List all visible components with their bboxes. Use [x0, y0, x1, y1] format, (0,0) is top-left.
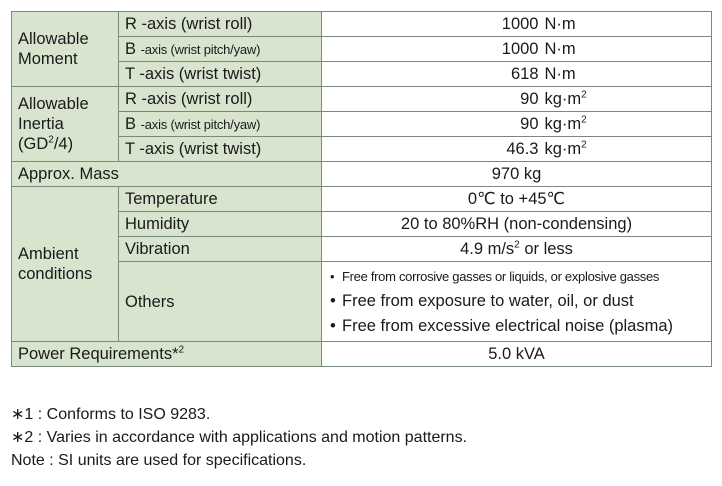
- specification-table: [11, 11, 712, 367]
- humidity-value: 20 to 80%RH (non-condensing): [322, 212, 712, 237]
- power-requirements-label: [12, 342, 322, 367]
- axis-description: -axis (wrist twist): [139, 140, 262, 158]
- others-value: [322, 262, 712, 342]
- superscript: 2: [581, 89, 587, 101]
- axis-letter: R: [125, 90, 137, 108]
- table-row: [12, 12, 712, 37]
- table-row: [12, 162, 712, 187]
- ambient-conditions-label: [12, 187, 119, 342]
- value-unit: [539, 114, 615, 134]
- axis-description: -axis (wrist pitch/yaw): [140, 116, 261, 132]
- group-label-line: conditions: [18, 265, 93, 283]
- others-label: Others: [119, 262, 322, 342]
- group-label-line: Allowable: [18, 30, 89, 48]
- inertia-t-axis-value: [322, 137, 712, 162]
- value-unit: N·m: [544, 40, 576, 58]
- footnotes: [11, 403, 467, 472]
- label-text: Power Requirements*: [18, 345, 179, 363]
- group-label-line: Ambient: [18, 245, 79, 263]
- note-si-units: Note : SI units are used for specifications.: [11, 452, 307, 469]
- axis-letter: B: [125, 39, 137, 58]
- table-row: [12, 87, 712, 112]
- moment-t-axis-label: [119, 62, 322, 87]
- value-number: 46.3: [506, 140, 539, 158]
- group-label-line: Moment: [18, 50, 78, 68]
- moment-r-axis-label: [119, 12, 322, 37]
- approx-mass-label: Approx. Mass: [12, 162, 322, 187]
- value-number: 1000: [501, 40, 539, 58]
- inertia-b-axis-label: [119, 112, 322, 137]
- inertia-r-axis-value: [322, 87, 712, 112]
- temperature-value: 0℃ to +45℃: [322, 187, 712, 212]
- superscript: 2: [514, 239, 520, 251]
- axis-letter: R: [125, 15, 137, 33]
- axis-letter: T: [125, 65, 135, 83]
- power-requirements-value: 5.0 kVA: [322, 342, 712, 367]
- value-number: 1000: [501, 15, 539, 33]
- axis-description: -axis (wrist roll): [141, 15, 253, 33]
- group-label-line: Allowable: [18, 95, 89, 113]
- unit-text: kg·m: [544, 140, 582, 158]
- list-item: • Free from corrosive gasses or liquids, or explosive gasses: [328, 264, 705, 289]
- inertia-t-axis-label: [119, 137, 322, 162]
- value-number: 90: [520, 90, 539, 108]
- footnote-1: ∗1 : Conforms to ISO 9283.: [11, 406, 211, 423]
- allowable-inertia-label: [12, 87, 119, 162]
- superscript: 2: [178, 344, 185, 356]
- group-label-line: [18, 134, 112, 154]
- axis-letter: B: [125, 114, 137, 133]
- approx-mass-value: 970 kg: [322, 162, 712, 187]
- allowable-moment-label: [12, 12, 119, 87]
- moment-t-axis-value: [322, 62, 712, 87]
- vibration-value: [322, 237, 712, 262]
- humidity-label: Humidity: [119, 212, 322, 237]
- label-text: /4): [53, 135, 74, 153]
- moment-r-axis-value: [322, 12, 712, 37]
- value-text: or less: [519, 240, 573, 258]
- inertia-b-axis-value: [322, 112, 712, 137]
- list-item: • Free from excessive electrical noise (plasma): [328, 314, 705, 339]
- superscript: 2: [581, 114, 587, 126]
- axis-description: -axis (wrist roll): [141, 90, 253, 108]
- superscript: 2: [581, 139, 587, 151]
- superscript: 2: [48, 134, 54, 146]
- table-row: [12, 187, 712, 212]
- moment-b-axis-label: [119, 37, 322, 62]
- axis-description: -axis (wrist pitch/yaw): [140, 41, 261, 57]
- temperature-label: Temperature: [119, 187, 322, 212]
- value-unit: N·m: [544, 15, 576, 33]
- unit-text: kg·m: [544, 115, 582, 133]
- axis-letter: T: [125, 140, 135, 158]
- value-text: 4.9 m/s: [460, 240, 515, 258]
- label-text: (GD: [18, 135, 49, 153]
- unit-text: kg·m: [544, 90, 582, 108]
- others-list: [328, 262, 705, 341]
- value-unit: N·m: [544, 65, 576, 83]
- value-number: 90: [520, 115, 539, 133]
- value-unit: [539, 89, 615, 109]
- vibration-label: Vibration: [119, 237, 322, 262]
- table-row: [12, 342, 712, 367]
- footnote-2: ∗2 : Varies in accordance with applications and motion patterns.: [11, 429, 468, 446]
- value-number: 618: [510, 65, 539, 83]
- inertia-r-axis-label: [119, 87, 322, 112]
- group-label-line: Inertia: [18, 115, 64, 133]
- axis-description: -axis (wrist twist): [139, 65, 262, 83]
- value-unit: [539, 139, 615, 159]
- moment-b-axis-value: [322, 37, 712, 62]
- list-item: • Free from exposure to water, oil, or dust: [328, 289, 705, 314]
